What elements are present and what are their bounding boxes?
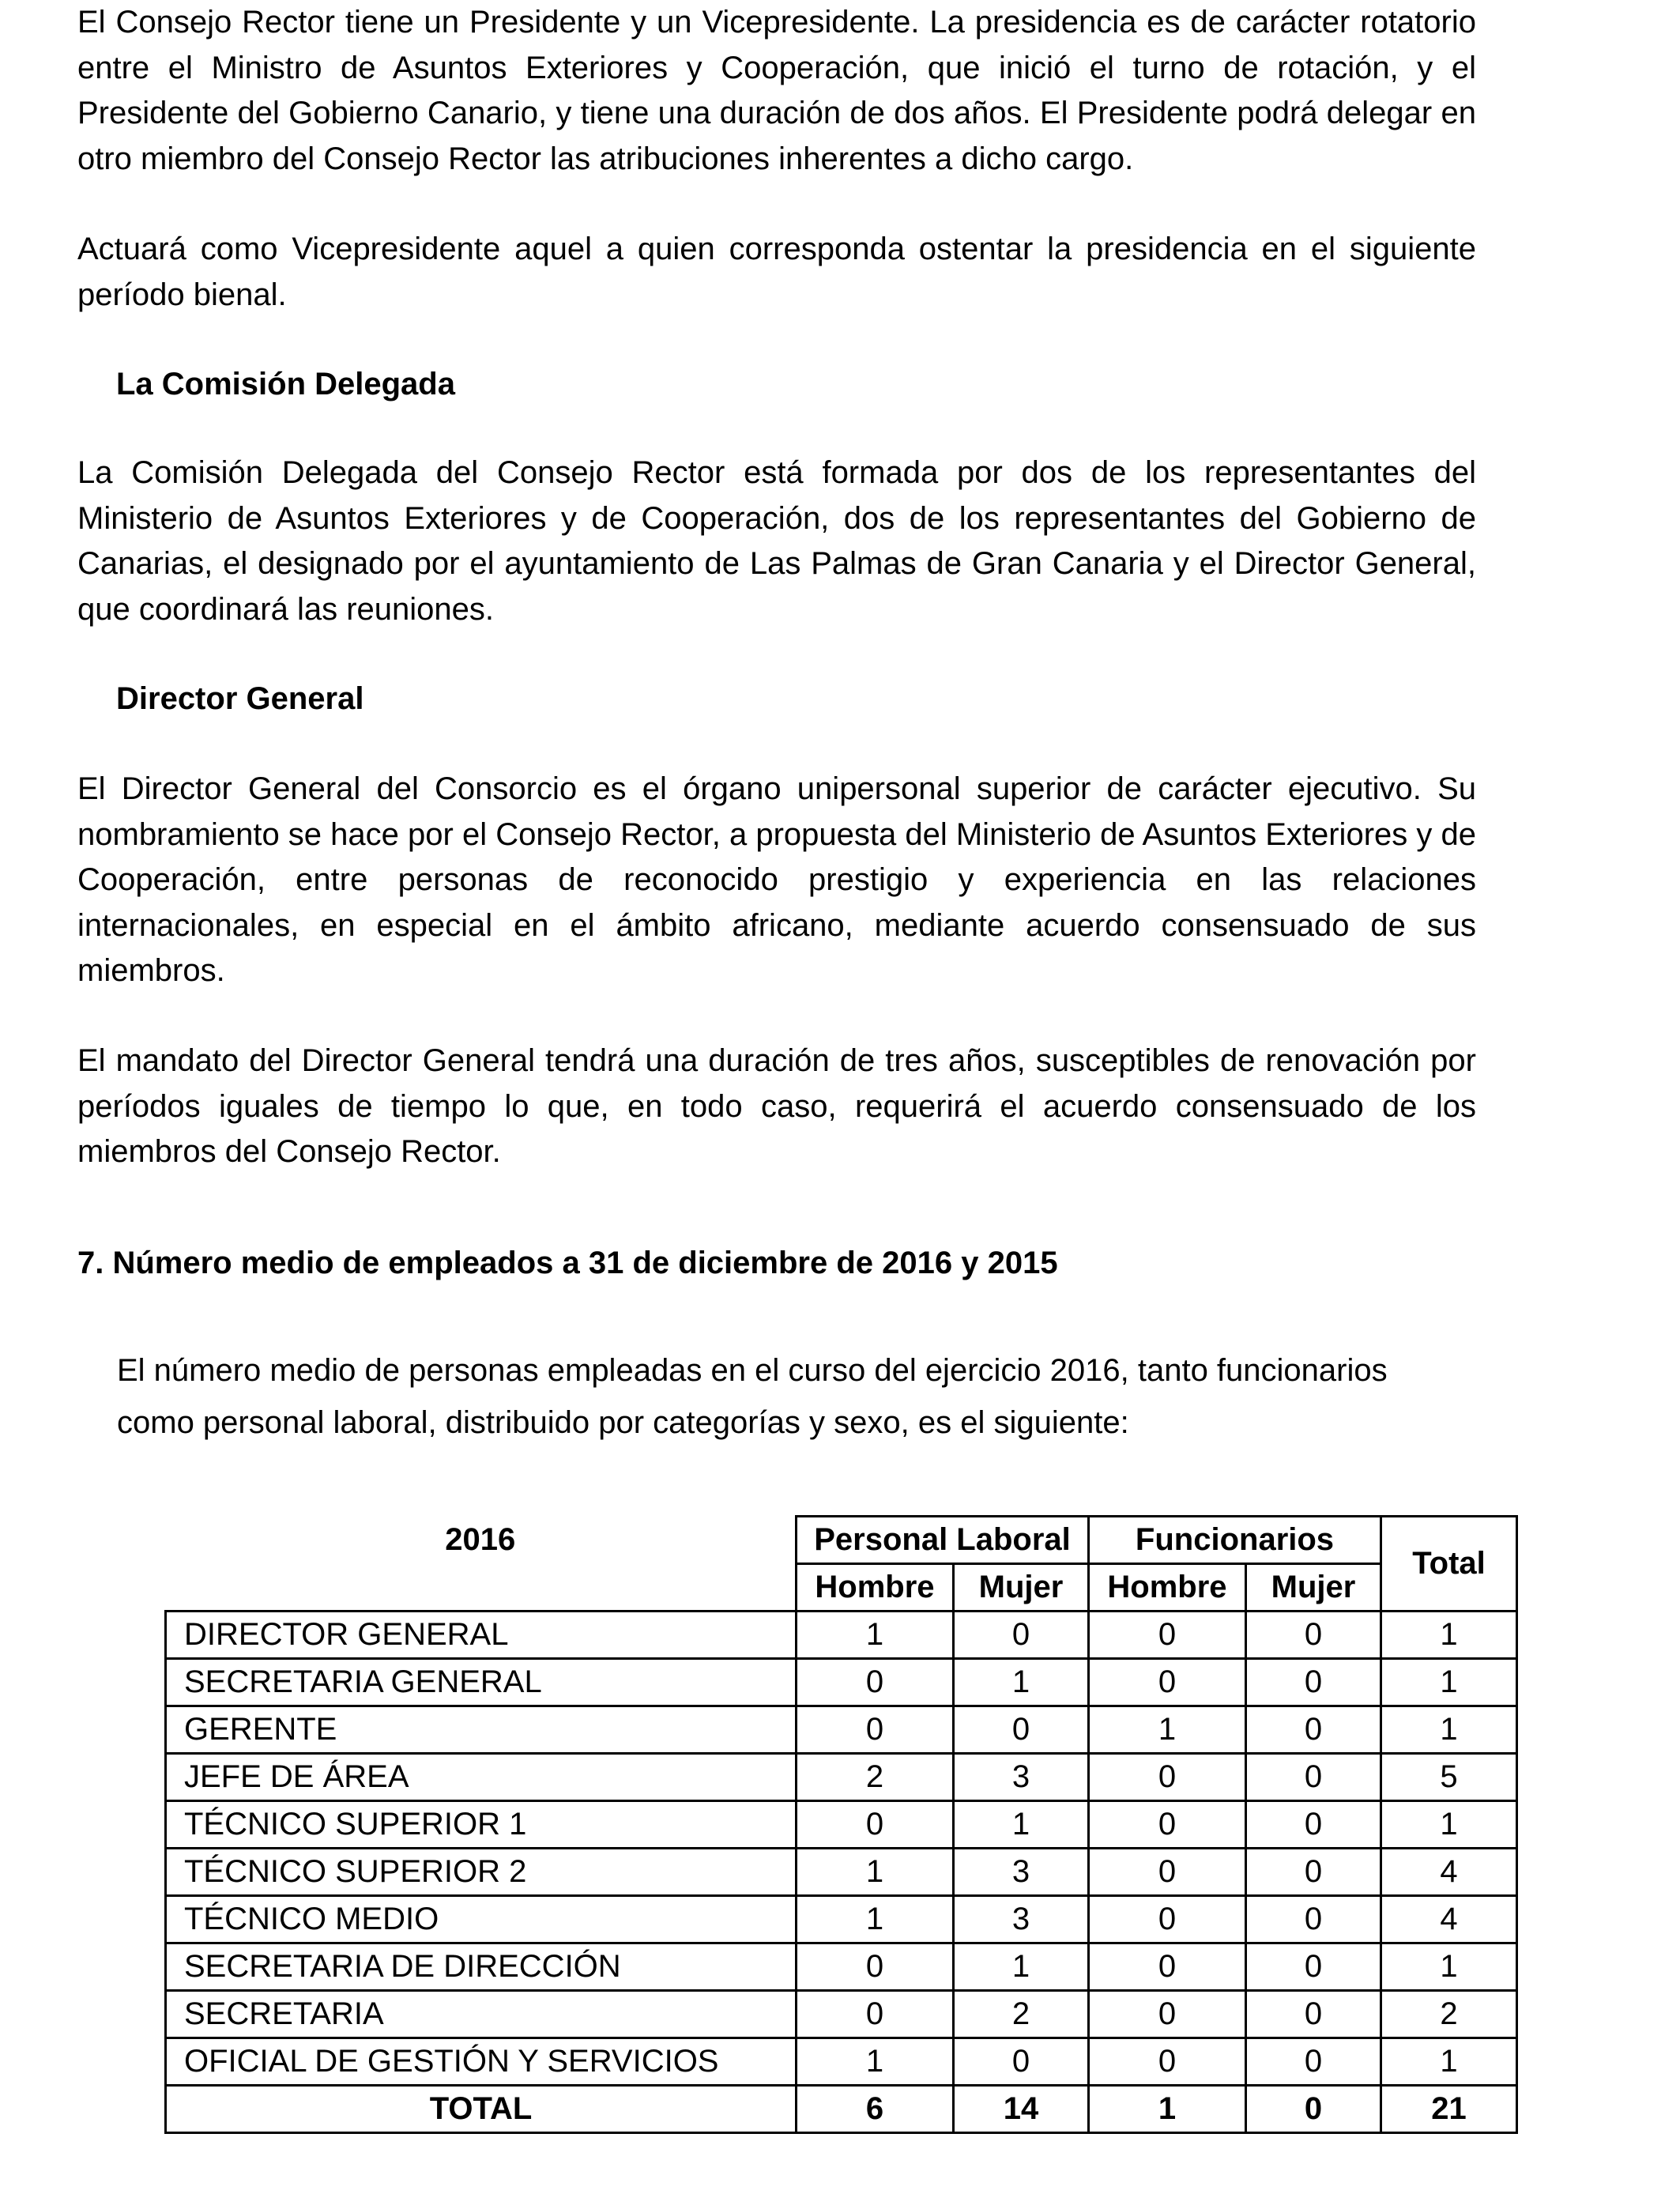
category-cell: SECRETARIA GENERAL xyxy=(166,1659,797,1706)
subheader-funcionarios-mujer: Mujer xyxy=(1246,1564,1381,1612)
funcionarios-mujer-cell: 0 xyxy=(1246,1801,1381,1849)
funcionarios-mujer-cell: 0 xyxy=(1246,1706,1381,1754)
total-label-cell: TOTAL xyxy=(166,2086,797,2133)
funcionarios-hombre-cell: 0 xyxy=(1089,1754,1246,1801)
subheader-laboral-hombre: Hombre xyxy=(797,1564,954,1612)
laboral-hombre-cell: 0 xyxy=(797,1706,954,1754)
table-row xyxy=(166,1943,1517,1991)
total-cell: 1 xyxy=(1381,1801,1517,1849)
total-cell: 1 xyxy=(1381,2038,1517,2086)
heading-director-general: Director General xyxy=(116,681,364,716)
laboral-hombre-cell: 1 xyxy=(797,1849,954,1896)
laboral-mujer-cell: 1 xyxy=(954,1659,1089,1706)
table-row xyxy=(166,1706,1517,1754)
laboral-hombre-cell: 1 xyxy=(797,1896,954,1943)
category-cell: SECRETARIA xyxy=(166,1991,797,2038)
table-row xyxy=(166,1612,1517,1659)
group-header-personal-laboral: Personal Laboral xyxy=(797,1517,1089,1564)
laboral-mujer-cell: 1 xyxy=(954,1943,1089,1991)
funcionarios-mujer-cell: 0 xyxy=(1246,1991,1381,2038)
category-cell: TÉCNICO SUPERIOR 2 xyxy=(166,1849,797,1896)
laboral-mujer-cell: 0 xyxy=(954,1612,1089,1659)
category-cell: DIRECTOR GENERAL xyxy=(166,1612,797,1659)
funcionarios-mujer-cell: 0 xyxy=(1246,1612,1381,1659)
total-funcionarios-mujer-cell: 0 xyxy=(1246,2086,1381,2133)
table-row xyxy=(166,1801,1517,1849)
funcionarios-mujer-cell: 0 xyxy=(1246,1754,1381,1801)
laboral-mujer-cell: 0 xyxy=(954,2038,1089,2086)
funcionarios-hombre-cell: 0 xyxy=(1089,2038,1246,2086)
subheader-laboral-mujer: Mujer xyxy=(954,1564,1089,1612)
laboral-hombre-cell: 0 xyxy=(797,1943,954,1991)
employees-table xyxy=(164,1515,1518,2134)
heading-section-7: 7. Número medio de empleados a 31 de diciembre de 2016 y 2015 xyxy=(77,1246,1058,1280)
paragraph-presidencia: El Consejo Rector tiene un Presidente y un Vicepresidente. La presidencia es de carácter rotatorio entre el Ministro de Asuntos Exteriores y Cooperación, que inició el turno de rotación, y el Presidente del Gobierno Canario, y tiene una duración de dos años. El Presidente podrá delegar en otro miembro del Consejo Rector las atribuciones inherentes a dicho cargo. xyxy=(77,5,1476,176)
paragraph-vicepresidente: Actuará como Vicepresidente aquel a quien corresponda ostentar la presidencia en el siguiente período bienal. xyxy=(77,232,1476,312)
laboral-mujer-cell: 2 xyxy=(954,1991,1089,2038)
laboral-hombre-cell: 2 xyxy=(797,1754,954,1801)
group-header-funcionarios: Funcionarios xyxy=(1089,1517,1381,1564)
funcionarios-mujer-cell: 0 xyxy=(1246,1943,1381,1991)
category-cell: SECRETARIA DE DIRECCIÓN xyxy=(166,1943,797,1991)
laboral-hombre-cell: 1 xyxy=(797,1612,954,1659)
table-row xyxy=(166,2038,1517,2086)
funcionarios-hombre-cell: 0 xyxy=(1089,1943,1246,1991)
table-row xyxy=(166,1896,1517,1943)
funcionarios-hombre-cell: 0 xyxy=(1089,1849,1246,1896)
total-cell: 1 xyxy=(1381,1706,1517,1754)
funcionarios-hombre-cell: 1 xyxy=(1089,1706,1246,1754)
funcionarios-hombre-cell: 0 xyxy=(1089,1801,1246,1849)
laboral-mujer-cell: 3 xyxy=(954,1896,1089,1943)
category-cell: JEFE DE ÁREA xyxy=(166,1754,797,1801)
total-funcionarios-hombre-cell: 1 xyxy=(1089,2086,1246,2133)
funcionarios-hombre-cell: 0 xyxy=(1089,1612,1246,1659)
total-cell: 5 xyxy=(1381,1754,1517,1801)
total-cell: 4 xyxy=(1381,1896,1517,1943)
table-row xyxy=(166,1754,1517,1801)
category-cell: TÉCNICO MEDIO xyxy=(166,1896,797,1943)
table-header-row-1 xyxy=(166,1517,1517,1564)
laboral-mujer-cell: 3 xyxy=(954,1849,1089,1896)
category-cell: TÉCNICO SUPERIOR 1 xyxy=(166,1801,797,1849)
grand-total-cell: 21 xyxy=(1381,2086,1517,2133)
table-header-spacer xyxy=(166,1564,797,1612)
table-year-header: 2016 xyxy=(445,1522,516,1557)
funcionarios-hombre-cell: 0 xyxy=(1089,1659,1246,1706)
laboral-mujer-cell: 0 xyxy=(954,1706,1089,1754)
paragraph-mandato: El mandato del Director General tendrá una duración de tres años, susceptibles de renovación por períodos iguales de tiempo lo que, en todo caso, requerirá el acuerdo consensuado de los miembros del Consejo Rector. xyxy=(77,1043,1476,1169)
total-cell: 1 xyxy=(1381,1943,1517,1991)
total-cell: 1 xyxy=(1381,1612,1517,1659)
total-cell: 2 xyxy=(1381,1991,1517,2038)
laboral-hombre-cell: 0 xyxy=(797,1801,954,1849)
total-cell: 1 xyxy=(1381,1659,1517,1706)
total-laboral-mujer-cell: 14 xyxy=(954,2086,1089,2133)
laboral-mujer-cell: 1 xyxy=(954,1801,1089,1849)
funcionarios-mujer-cell: 0 xyxy=(1246,1896,1381,1943)
funcionarios-mujer-cell: 0 xyxy=(1246,1659,1381,1706)
subheader-funcionarios-hombre: Hombre xyxy=(1089,1564,1246,1612)
total-cell: 4 xyxy=(1381,1849,1517,1896)
table-total-row xyxy=(166,2086,1517,2133)
table-row xyxy=(166,1659,1517,1706)
paragraph-director-general: El Director General del Consorcio es el órgano unipersonal superior de carácter ejecutivo. Su nombramiento se hace por el Consejo Rector, a propuesta del Ministerio de Asuntos Exteriores y de Cooperación, entre personas de reconocido prestigio y experiencia en las relaciones internacionales, en especial en el ámbito africano, mediante acuerdo consensuado de sus miembros. xyxy=(77,771,1476,988)
funcionarios-hombre-cell: 0 xyxy=(1089,1991,1246,2038)
table-row xyxy=(166,1991,1517,2038)
heading-comision-delegada: La Comisión Delegada xyxy=(116,367,455,401)
table-header-row-2 xyxy=(166,1564,1517,1612)
category-cell: GERENTE xyxy=(166,1706,797,1754)
total-laboral-hombre-cell: 6 xyxy=(797,2086,954,2133)
total-header: Total xyxy=(1381,1517,1517,1612)
paragraph-intro-table: El número medio de personas empleadas en el curso del ejercicio 2016, tanto funcionarios como personal laboral, distribuido por categorías y sexo, es el siguiente: xyxy=(117,1353,1388,1440)
laboral-hombre-cell: 1 xyxy=(797,2038,954,2086)
category-cell: OFICIAL DE GESTIÓN Y SERVICIOS xyxy=(166,2038,797,2086)
funcionarios-mujer-cell: 0 xyxy=(1246,1849,1381,1896)
laboral-hombre-cell: 0 xyxy=(797,1991,954,2038)
funcionarios-hombre-cell: 0 xyxy=(1089,1896,1246,1943)
paragraph-comision-delegada: La Comisión Delegada del Consejo Rector está formada por dos de los representantes del Ministerio de Asuntos Exteriores y de Cooperación, dos de los representantes del Gobierno de Canarias, el designado por el ayuntamiento de Las Palmas de Gran Canaria y el Director General, que coordinará las reuniones. xyxy=(77,455,1476,627)
laboral-hombre-cell: 0 xyxy=(797,1659,954,1706)
laboral-mujer-cell: 3 xyxy=(954,1754,1089,1801)
table-row xyxy=(166,1849,1517,1896)
funcionarios-mujer-cell: 0 xyxy=(1246,2038,1381,2086)
